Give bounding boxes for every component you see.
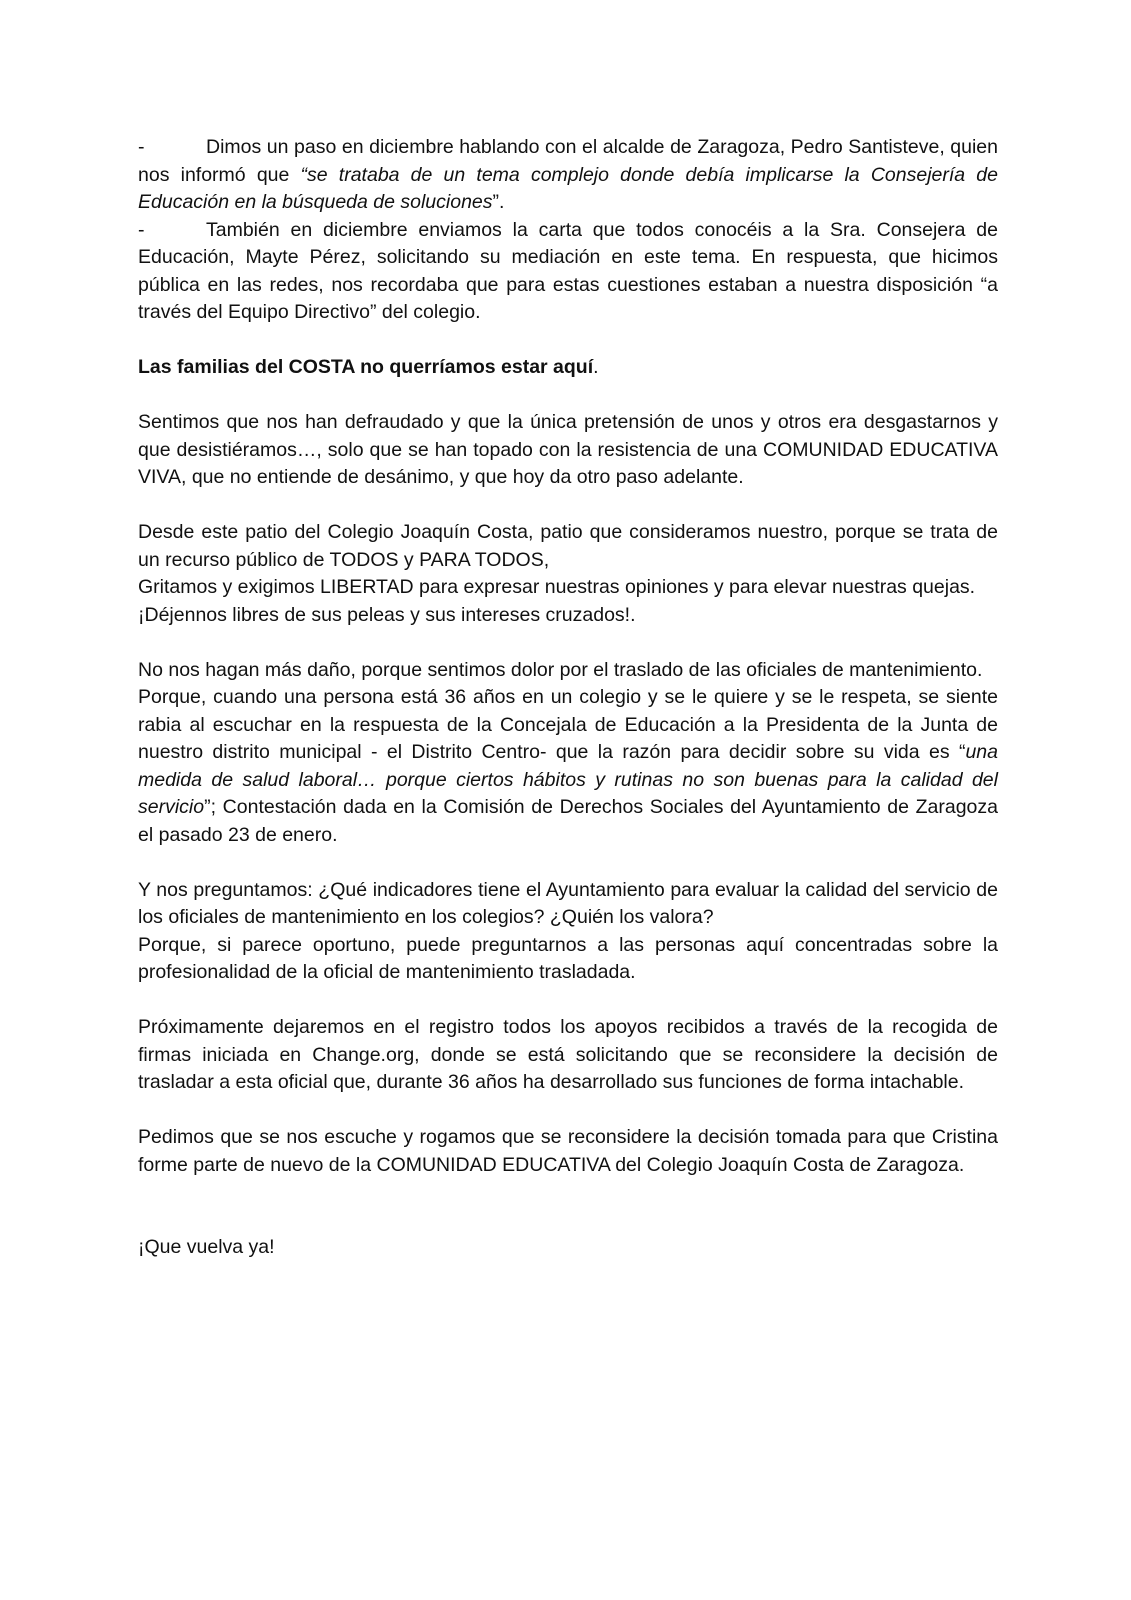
bullet-alcalde-end: ”. xyxy=(492,191,505,213)
bullet-alcalde-text: Dimos un paso en diciembre hablando con el alcalde de Zaragoza, Pedro Santisteve, quien nos informó que xyxy=(138,136,998,186)
paragraph-preguntas-2: Porque, si parece oportuno, puede preguntarnos a las personas aquí concentradas sobre la profesionalidad de la oficial de mantenimiento trasladada. xyxy=(138,933,998,983)
paragraph-dano-1: No nos hagan más daño, porque sentimos dolor por el traslado de las oficiales de mantenimiento. xyxy=(138,658,983,681)
heading-familias xyxy=(138,354,998,382)
bullet-dash: - xyxy=(138,218,145,241)
heading-familias-bold: Las familias del COSTA no querríamos estar aquí xyxy=(138,356,594,378)
bullet-consejera xyxy=(138,217,998,327)
paragraph-dano-2-text: Porque, cuando una persona está 36 años en un colegio y se le quiere y se le respeta, se siente rabia al escuchar en la respuesta de la Concejala de Educación a la Presidenta de la Junta de nuestro distrito municipal - el Distrito Centro- que la razón para decidir sobre su vida es “ xyxy=(138,686,998,763)
bullet-dash: - xyxy=(138,136,145,158)
paragraph-dano-2-end: ”; Contestación dada en la Comisión de Derechos Sociales del Ayuntamiento de Zaragoza el pasado 23 de enero. xyxy=(138,796,998,846)
document-page xyxy=(138,134,998,1262)
paragraph-patio-3: ¡Déjennos libres de sus peleas y sus intereses cruzados!. xyxy=(138,603,636,626)
paragraph-patio-1: Desde este patio del Colegio Joaquín Costa, patio que consideramos nuestro, porque se trata de un recurso público de TODOS y PARA TODOS, xyxy=(138,521,998,571)
paragraph-dano-2 xyxy=(138,684,998,849)
bullet-alcalde xyxy=(138,134,998,217)
paragraph-defraudado: Sentimos que nos han defraudado y que la única pretensión de unos y otros era desgastarnos y que desistiéramos…, solo que se han topado con la resistencia de una COMUNIDAD EDUCATIVA VIVA, que no entiende de desánimo, y que hoy da otro paso adelante. xyxy=(138,411,998,488)
paragraph-firmas: Próximamente dejaremos en el registro todos los apoyos recibidos a través de la recogida de firmas iniciada en Change.org, donde se está solicitando que se reconsidere la decisión de trasladar a esta oficial que, durante 36 años ha desarrollado sus funciones de forma intachable. xyxy=(138,1016,998,1093)
heading-familias-tail: . xyxy=(593,356,599,378)
bullet-consejera-text: También en diciembre enviamos la carta que todos conocéis a la Sra. Consejera de Educación, Mayte Pérez, solicitando su mediación en este tema. En respuesta, que hicimos pública en las redes, nos recordaba que para estas cuestiones estaban a nuestra disposición “a través del Equipo Directivo” del colegio. xyxy=(138,218,998,323)
paragraph-preguntas-1: Y nos preguntamos: ¿Qué indicadores tiene el Ayuntamiento para evaluar la calidad del servicio de los oficiales de mantenimiento en los colegios? ¿Quién los valora? xyxy=(138,878,998,928)
bullet-alcalde-quote: “se trataba de un tema complejo donde debía implicarse la Consejería de Educación en la búsqueda de soluciones xyxy=(138,163,998,213)
paragraph-patio-2: Gritamos y exigimos LIBERTAD para expresar nuestras opiniones y para elevar nuestras quejas. xyxy=(138,576,976,598)
closing-line: ¡Que vuelva ya! xyxy=(138,1236,275,1258)
paragraph-dano-2-quote: una medida de salud laboral… porque ciertos hábitos y rutinas no son buenas para la calidad del servicio xyxy=(138,741,998,818)
paragraph-pedimos: Pedimos que se nos escuche y rogamos que se reconsidere la decisión tomada para que Cristina forme parte de nuevo de la COMUNIDAD EDUCATIVA del Colegio Joaquín Costa de Zaragoza. xyxy=(138,1126,998,1176)
